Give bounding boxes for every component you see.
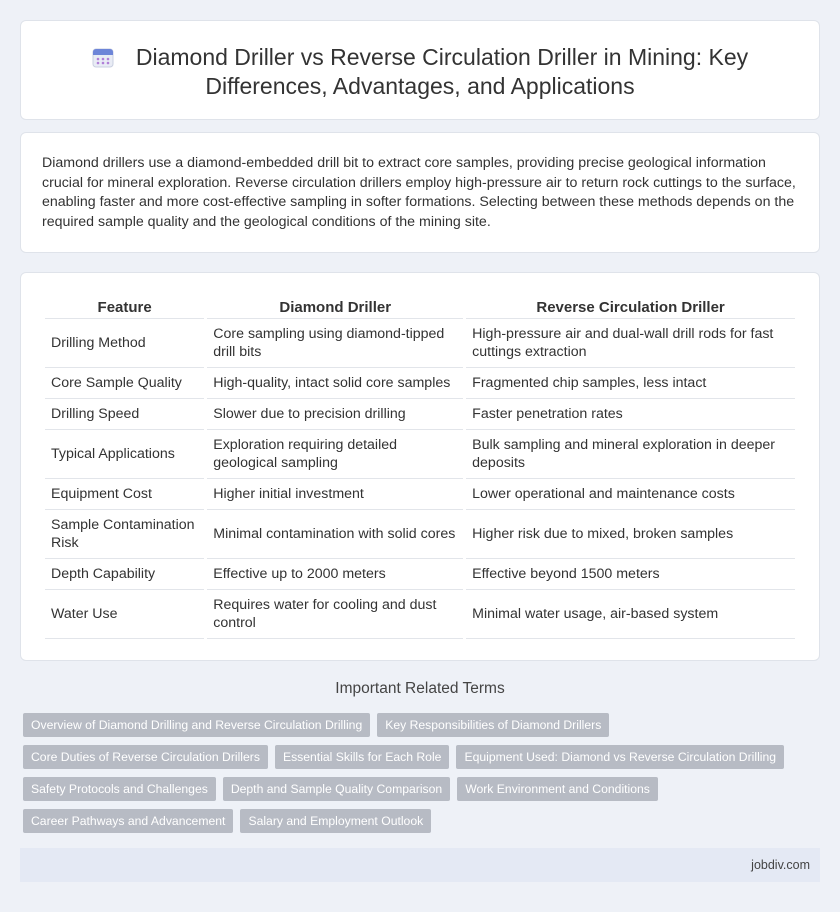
table-cell: Exploration requiring detailed geological sampling	[207, 430, 463, 479]
related-term-tag[interactable]: Key Responsibilities of Diamond Drillers	[377, 713, 609, 737]
table-cell: Faster penetration rates	[466, 399, 795, 430]
table-cell: Depth Capability	[45, 559, 204, 590]
table-row	[45, 319, 795, 368]
table-cell: Higher risk due to mixed, broken samples	[466, 510, 795, 559]
header-diamond-driller: Diamond Driller	[207, 295, 463, 319]
tag-row	[23, 745, 803, 769]
table-cell: High-pressure air and dual-wall drill rods for fast cuttings extraction	[466, 319, 795, 368]
table-cell: High-quality, intact solid core samples	[207, 368, 463, 399]
tag-row	[23, 713, 803, 737]
table-cell: Higher initial investment	[207, 479, 463, 510]
footer-site-link[interactable]: jobdiv.com	[751, 858, 810, 872]
title-wrap	[21, 43, 819, 101]
header-feature: Feature	[45, 295, 204, 319]
related-terms-heading: Important Related Terms	[335, 680, 505, 697]
table-row	[45, 368, 795, 399]
table-row	[45, 479, 795, 510]
table-row	[45, 590, 795, 639]
related-term-tag[interactable]: Depth and Sample Quality Comparison	[223, 777, 450, 801]
related-term-tag[interactable]: Safety Protocols and Challenges	[23, 777, 216, 801]
tag-row	[23, 809, 803, 833]
table-cell: Bulk sampling and mineral exploration in deeper deposits	[466, 430, 795, 479]
table-row	[45, 559, 795, 590]
table-header-row	[45, 295, 795, 319]
related-term-tag[interactable]: Career Pathways and Advancement	[23, 809, 233, 833]
table-cell: Fragmented chip samples, less intact	[466, 368, 795, 399]
table-cell: Slower due to precision drilling	[207, 399, 463, 430]
table-row	[45, 510, 795, 559]
title-card	[20, 20, 820, 120]
table-cell: Requires water for cooling and dust control	[207, 590, 463, 639]
header-rc-driller: Reverse Circulation Driller	[466, 295, 795, 319]
table-cell: Minimal contamination with solid cores	[207, 510, 463, 559]
table-cell: Drilling Speed	[45, 399, 204, 430]
table-cell: Core Sample Quality	[45, 368, 204, 399]
table-cell: Effective up to 2000 meters	[207, 559, 463, 590]
table-row	[45, 430, 795, 479]
comparison-table	[42, 295, 798, 639]
table-cell: Drilling Method	[45, 319, 204, 368]
table-cell: Sample Contamination Risk	[45, 510, 204, 559]
related-term-tag[interactable]: Essential Skills for Each Role	[275, 745, 450, 769]
table-cell: Equipment Cost	[45, 479, 204, 510]
table-cell: Effective beyond 1500 meters	[466, 559, 795, 590]
related-term-tag[interactable]: Overview of Diamond Drilling and Reverse Circulation Drilling	[23, 713, 370, 737]
table-cell: Core sampling using diamond-tipped drill bits	[207, 319, 463, 368]
related-term-tag[interactable]: Work Environment and Conditions	[457, 777, 658, 801]
table-cell: Typical Applications	[45, 430, 204, 479]
intro-paragraph: Diamond drillers use a diamond-embedded drill bit to extract core samples, providing precise geological information crucial for mineral exploration. Reverse circulation drillers employ high-pressure air to return rock cuttings to the surface, enabling faster and more cost-effective sampling in softer formations. Selecting between these methods depends on the required sample quality and the geological conditions of the mining site.	[42, 155, 796, 230]
footer-bar	[20, 848, 820, 882]
related-term-tag[interactable]: Salary and Employment Outlook	[240, 809, 431, 833]
page-title-text: Diamond Driller vs Reverse Circulation Driller in Mining: Key Differences, Advantages, and Applications	[135, 44, 749, 99]
table-row	[45, 399, 795, 430]
page-title	[92, 44, 748, 99]
calendar-icon	[92, 46, 114, 68]
table-cell: Minimal water usage, air-based system	[466, 590, 795, 639]
related-terms-list	[23, 713, 803, 841]
intro-card	[20, 132, 820, 253]
table-cell: Water Use	[45, 590, 204, 639]
tag-row	[23, 777, 803, 801]
related-term-tag[interactable]: Core Duties of Reverse Circulation Drillers	[23, 745, 268, 769]
comparison-card	[20, 272, 820, 661]
related-term-tag[interactable]: Equipment Used: Diamond vs Reverse Circulation Drilling	[456, 745, 784, 769]
table-cell: Lower operational and maintenance costs	[466, 479, 795, 510]
